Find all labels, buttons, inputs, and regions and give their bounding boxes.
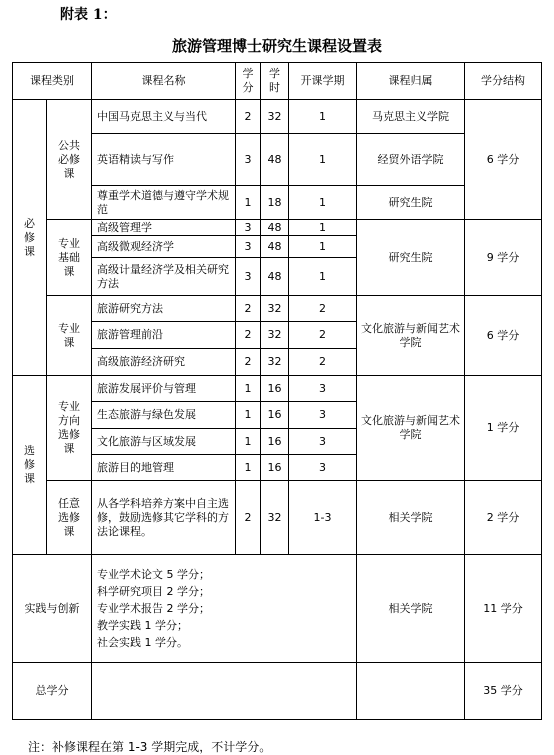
course-credit: 2: [236, 322, 261, 349]
course-credit: 1: [236, 186, 261, 220]
total-empty-cell: [357, 663, 465, 720]
course-name: 从各学科培养方案中自主选修，鼓励选修其它学科的方法论课程。: [92, 481, 236, 555]
course-department: 文化旅游与新闻艺术学院: [357, 376, 465, 481]
col-header-semester: 开课学期: [289, 63, 357, 100]
total-row: [13, 663, 542, 720]
course-semester: 1-3: [289, 481, 357, 555]
course-semester: 1: [289, 236, 357, 258]
course-credit: 3: [236, 258, 261, 296]
course-credit: 2: [236, 481, 261, 555]
col-header-department: 课程归属: [357, 63, 465, 100]
course-name: 旅游研究方法: [92, 296, 236, 322]
course-credit: 1: [236, 402, 261, 429]
course-hours: 48: [261, 258, 289, 296]
course-name: 生态旅游与绿色发展: [92, 402, 236, 429]
course-department: 文化旅游与新闻艺术学院: [357, 296, 465, 376]
course-semester: 1: [289, 134, 357, 186]
practice-items: [92, 555, 357, 663]
course-department: 经贸外语学院: [357, 134, 465, 186]
course-name: 旅游发展评价与管理: [92, 376, 236, 402]
course-credit: 2: [236, 349, 261, 376]
course-semester: 3: [289, 402, 357, 429]
course-credit: 3: [236, 236, 261, 258]
course-table: [12, 62, 542, 720]
course-name: 旅游管理前沿: [92, 322, 236, 349]
course-credit: 2: [236, 100, 261, 134]
table-title: 旅游管理博士研究生课程设置表: [171, 37, 382, 55]
credit-structure-practice: 11 学分: [465, 555, 542, 663]
course-name: 中国马克思主义与当代: [92, 100, 236, 134]
course-semester: 3: [289, 455, 357, 481]
course-department: 相关学院: [357, 555, 465, 663]
course-hours: 32: [261, 322, 289, 349]
practice-row: [13, 555, 542, 663]
course-name: 旅游目的地管理: [92, 455, 236, 481]
course-semester: 2: [289, 296, 357, 322]
table-row: [13, 296, 542, 322]
credit-structure-public: 6 学分: [465, 100, 542, 220]
col-header-structure: 学分结构: [465, 63, 542, 100]
course-credit: 1: [236, 376, 261, 402]
table-row: [13, 100, 542, 134]
list-item: 社会实践 1 学分。: [97, 636, 188, 649]
subgroup-basic: 专业基础课: [47, 220, 92, 296]
course-hours: 48: [261, 220, 289, 236]
table-row: [13, 220, 542, 236]
course-department: 马克思主义学院: [357, 100, 465, 134]
course-hours: 16: [261, 402, 289, 429]
course-hours: 32: [261, 481, 289, 555]
header-row: [13, 63, 542, 100]
course-hours: 48: [261, 134, 289, 186]
course-name: 英语精读与写作: [92, 134, 236, 186]
footnote: 注：补修课程在第 1-3 学期完成，不计学分。: [28, 740, 272, 754]
practice-label: 实践与创新: [13, 555, 92, 663]
credit-structure-direction: 1 学分: [465, 376, 542, 481]
course-name: 尊重学术道德与遵守学术规范: [92, 186, 236, 220]
course-department: 相关学院: [357, 481, 465, 555]
subgroup-free: 任意选修课: [47, 481, 92, 555]
course-hours: 32: [261, 296, 289, 322]
course-semester: 1: [289, 258, 357, 296]
course-credit: 3: [236, 134, 261, 186]
col-header-category: 课程类别: [13, 63, 92, 100]
course-hours: 16: [261, 376, 289, 402]
course-credit: 2: [236, 296, 261, 322]
col-header-hours: 学时: [261, 63, 289, 100]
table-row: [13, 134, 542, 186]
course-hours: 18: [261, 186, 289, 220]
course-hours: 48: [261, 236, 289, 258]
course-department: 研究生院: [357, 186, 465, 220]
subgroup-major: 专业课: [47, 296, 92, 376]
group-required: 必修课: [13, 100, 47, 376]
list-item: 教学实践 1 学分；: [97, 619, 188, 632]
course-semester: 3: [289, 429, 357, 455]
course-semester: 2: [289, 322, 357, 349]
subgroup-direction: 专业方向选修课: [47, 376, 92, 481]
table-row: [13, 186, 542, 220]
group-elective: 选修课: [13, 376, 47, 555]
credit-structure-free: 2 学分: [465, 481, 542, 555]
course-department: 研究生院: [357, 220, 465, 296]
list-item: 专业学术论文 5 学分；: [97, 568, 210, 581]
col-header-credit: 学分: [236, 63, 261, 100]
course-semester: 1: [289, 186, 357, 220]
course-semester: 1: [289, 220, 357, 236]
total-empty-cell: [92, 663, 357, 720]
course-hours: 32: [261, 100, 289, 134]
credit-structure-major: 6 学分: [465, 296, 542, 376]
course-semester: 3: [289, 376, 357, 402]
course-hours: 32: [261, 349, 289, 376]
table-row: [13, 481, 542, 555]
course-name: 高级管理学: [92, 220, 236, 236]
course-semester: 1: [289, 100, 357, 134]
credit-structure-total: 35 学分: [465, 663, 542, 720]
total-label: 总学分: [13, 663, 92, 720]
list-item: 科学研究项目 2 学分；: [97, 585, 210, 598]
course-hours: 16: [261, 429, 289, 455]
credit-structure-basic: 9 学分: [465, 220, 542, 296]
course-credit: 3: [236, 220, 261, 236]
course-hours: 16: [261, 455, 289, 481]
course-name: 高级计量经济学及相关研究方法: [92, 258, 236, 296]
course-semester: 2: [289, 349, 357, 376]
list-item: 专业学术报告 2 学分；: [97, 602, 210, 615]
course-credit: 1: [236, 429, 261, 455]
table-row: [13, 376, 542, 402]
col-header-name: 课程名称: [92, 63, 236, 100]
course-name: 高级微观经济学: [92, 236, 236, 258]
attachment-label: 附表 1：: [60, 7, 117, 23]
course-name: 高级旅游经济研究: [92, 349, 236, 376]
subgroup-public: 公共必修课: [47, 100, 92, 220]
course-credit: 1: [236, 455, 261, 481]
course-name: 文化旅游与区域发展: [92, 429, 236, 455]
